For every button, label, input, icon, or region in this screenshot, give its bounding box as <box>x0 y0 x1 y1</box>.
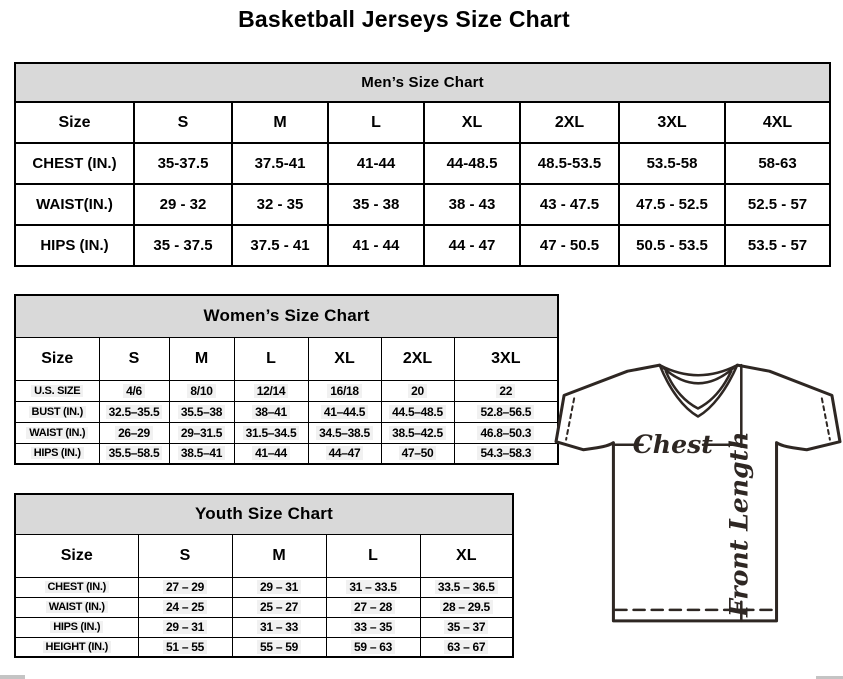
row-label: HIPS (IN.) <box>15 617 138 637</box>
column-header: XL <box>424 102 520 143</box>
cell: 8/10 <box>169 380 234 401</box>
table-row <box>15 443 558 464</box>
cell: 54.3–58.3 <box>454 443 558 464</box>
cell: 37.5 - 41 <box>232 225 328 266</box>
table-row <box>15 617 513 637</box>
column-header: 2XL <box>520 102 619 143</box>
cell: 35.5–58.5 <box>99 443 169 464</box>
womens-size-chart-table <box>14 294 559 465</box>
column-header: 3XL <box>454 337 558 380</box>
cell: 38.5–42.5 <box>381 422 454 443</box>
column-header: S <box>138 534 232 577</box>
column-header: L <box>328 102 424 143</box>
jersey-measurement-diagram <box>553 352 843 624</box>
cell: 16/18 <box>308 380 381 401</box>
row-label: WAIST (IN.) <box>15 597 138 617</box>
table-row <box>15 102 830 143</box>
table-row <box>15 337 558 380</box>
cell: 22 <box>454 380 558 401</box>
column-header: L <box>326 534 420 577</box>
youth-table-title: Youth Size Chart <box>15 494 513 534</box>
mens-table-title: Men’s Size Chart <box>15 63 830 102</box>
table-row <box>15 422 558 443</box>
column-header: Size <box>15 534 138 577</box>
cell: 55 – 59 <box>232 637 326 657</box>
jersey-outline <box>556 365 840 621</box>
column-header: M <box>169 337 234 380</box>
column-header: XL <box>308 337 381 380</box>
cell: 59 – 63 <box>326 637 420 657</box>
cell: 38.5–41 <box>169 443 234 464</box>
mens-size-chart-table <box>14 62 831 267</box>
cell: 35 - 38 <box>328 184 424 225</box>
cell: 44–47 <box>308 443 381 464</box>
cell: 31 – 33 <box>232 617 326 637</box>
cell: 32.5–35.5 <box>99 401 169 422</box>
table-row <box>15 63 830 102</box>
womens-table-title: Women’s Size Chart <box>15 295 558 337</box>
column-header: M <box>232 534 326 577</box>
cell: 41 - 44 <box>328 225 424 266</box>
cell: 44-48.5 <box>424 143 520 184</box>
cell: 41-44 <box>328 143 424 184</box>
table-row <box>15 637 513 657</box>
cell: 44 - 47 <box>424 225 520 266</box>
table-row <box>15 184 830 225</box>
cell: 29–31.5 <box>169 422 234 443</box>
front-length-label: Front Length <box>723 431 754 618</box>
cell: 37.5-41 <box>232 143 328 184</box>
cell: 4/6 <box>99 380 169 401</box>
cell: 24 – 25 <box>138 597 232 617</box>
table-row <box>15 597 513 617</box>
table-row <box>15 494 513 534</box>
cell: 31 – 33.5 <box>326 577 420 597</box>
table-row <box>15 534 513 577</box>
column-header: S <box>134 102 232 143</box>
row-label: HIPS (IN.) <box>15 225 134 266</box>
table-row <box>15 225 830 266</box>
cell: 43 - 47.5 <box>520 184 619 225</box>
cell: 52.5 - 57 <box>725 184 830 225</box>
cell: 35-37.5 <box>134 143 232 184</box>
cell: 48.5-53.5 <box>520 143 619 184</box>
table-row <box>15 143 830 184</box>
row-label: BUST (IN.) <box>15 401 99 422</box>
cell: 33 – 35 <box>326 617 420 637</box>
horizontal-scrollbar-fragment-left[interactable] <box>0 675 25 679</box>
row-label: CHEST (IN.) <box>15 577 138 597</box>
column-header: Size <box>15 337 99 380</box>
column-header: L <box>234 337 308 380</box>
cell: 25 – 27 <box>232 597 326 617</box>
cell: 29 - 32 <box>134 184 232 225</box>
cell: 27 – 29 <box>138 577 232 597</box>
cell: 53.5 - 57 <box>725 225 830 266</box>
youth-size-chart-table <box>14 493 514 658</box>
cell: 41–44 <box>234 443 308 464</box>
cell: 58-63 <box>725 143 830 184</box>
cell: 29 – 31 <box>232 577 326 597</box>
column-header: M <box>232 102 328 143</box>
cell: 34.5–38.5 <box>308 422 381 443</box>
table-row <box>15 577 513 597</box>
cell: 38 - 43 <box>424 184 520 225</box>
row-label: HEIGHT (IN.) <box>15 637 138 657</box>
column-header: 2XL <box>381 337 454 380</box>
cell: 35.5–38 <box>169 401 234 422</box>
cell: 47.5 - 52.5 <box>619 184 725 225</box>
cell: 28 – 29.5 <box>420 597 513 617</box>
page-title: Basketball Jerseys Size Chart <box>238 6 570 32</box>
cell: 44.5–48.5 <box>381 401 454 422</box>
cell: 29 – 31 <box>138 617 232 637</box>
cell: 27 – 28 <box>326 597 420 617</box>
table-row <box>15 295 558 337</box>
cell: 26–29 <box>99 422 169 443</box>
table-row <box>15 380 558 401</box>
cell: 38–41 <box>234 401 308 422</box>
cell: 12/14 <box>234 380 308 401</box>
cell: 31.5–34.5 <box>234 422 308 443</box>
cell: 41–44.5 <box>308 401 381 422</box>
cell: 52.8–56.5 <box>454 401 558 422</box>
row-label: WAIST (IN.) <box>15 422 99 443</box>
column-header: 4XL <box>725 102 830 143</box>
row-label: HIPS (IN.) <box>15 443 99 464</box>
cell: 20 <box>381 380 454 401</box>
row-label: U.S. SIZE <box>15 380 99 401</box>
column-header: S <box>99 337 169 380</box>
cell: 35 - 37.5 <box>134 225 232 266</box>
row-label: WAIST(IN.) <box>15 184 134 225</box>
cell: 51 – 55 <box>138 637 232 657</box>
cell: 63 – 67 <box>420 637 513 657</box>
cell: 47–50 <box>381 443 454 464</box>
column-header: XL <box>420 534 513 577</box>
column-header: 3XL <box>619 102 725 143</box>
cell: 46.8–50.3 <box>454 422 558 443</box>
cell: 32 - 35 <box>232 184 328 225</box>
cell: 53.5-58 <box>619 143 725 184</box>
cell: 33.5 – 36.5 <box>420 577 513 597</box>
cell: 50.5 - 53.5 <box>619 225 725 266</box>
column-header: Size <box>15 102 134 143</box>
cell: 35 – 37 <box>420 617 513 637</box>
cell: 47 - 50.5 <box>520 225 619 266</box>
row-label: CHEST (IN.) <box>15 143 134 184</box>
table-row <box>15 401 558 422</box>
chest-label: Chest <box>632 428 713 459</box>
